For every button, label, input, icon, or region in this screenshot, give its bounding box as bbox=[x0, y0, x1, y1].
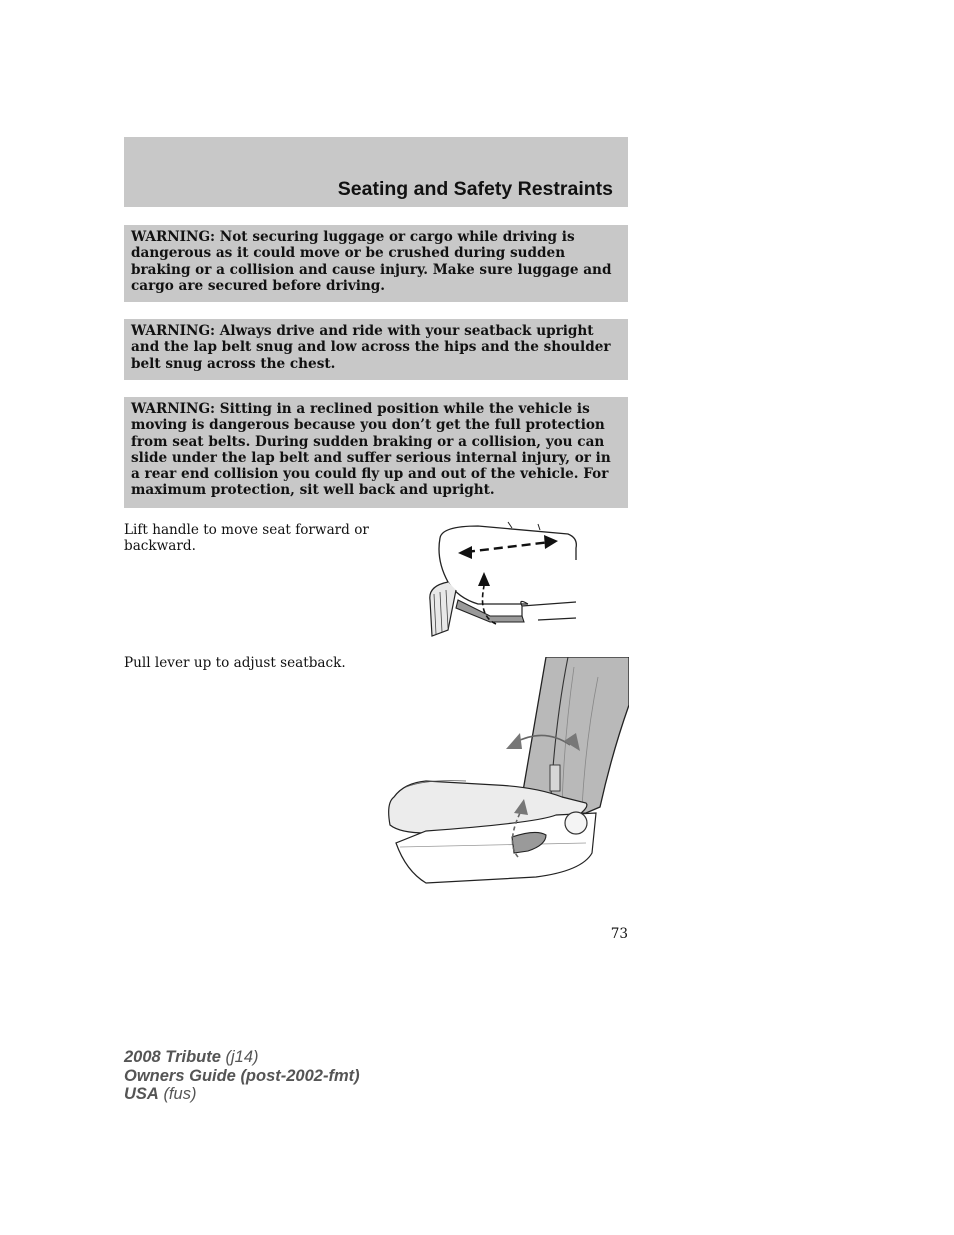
document-footer bbox=[124, 1048, 360, 1104]
instruction-seat-slide: Lift handle to move seat forward or backward. bbox=[124, 522, 369, 555]
instruction-seatback-recline: Pull lever up to adjust seatback. bbox=[124, 655, 346, 671]
page-number: 73 bbox=[610, 926, 628, 942]
footer-line-market: USA (fus) bbox=[124, 1085, 197, 1103]
warning-box-seatback-upright bbox=[124, 319, 628, 380]
warning-text: WARNING: Sitting in a reclined position while the vehicle is moving is dangerous because you don’t get the full protection from seat belts. During sudden braking or a collision, you can slide under the lap belt and suffer serious internal injury, or in a rear end collision you could fly up and out of the vehicle. For maximum protection, sit well back and upright. bbox=[131, 401, 611, 499]
warning-box-reclined-position bbox=[124, 397, 628, 508]
section-title: Seating and Safety Restraints bbox=[337, 178, 613, 200]
seat-slide-handle-illustration bbox=[418, 520, 580, 642]
warning-text: WARNING: Not securing luggage or cargo while driving is dangerous as it could move or be crushed during sudden braking or a collision and cause injury. Make sure luggage and cargo are secured before driving. bbox=[131, 229, 612, 294]
footer-line-model: 2008 Tribute (j14) bbox=[124, 1048, 259, 1066]
section-header-band bbox=[124, 137, 628, 207]
footer-line-guide: Owners Guide (post-2002-fmt) bbox=[124, 1066, 360, 1085]
seatback-lever-illustration bbox=[386, 657, 629, 887]
warning-box-cargo bbox=[124, 225, 628, 302]
warning-text: WARNING: Always drive and ride with your seatback upright and the lap belt snug and low across the hips and the shoulder belt snug across the chest. bbox=[131, 323, 611, 372]
